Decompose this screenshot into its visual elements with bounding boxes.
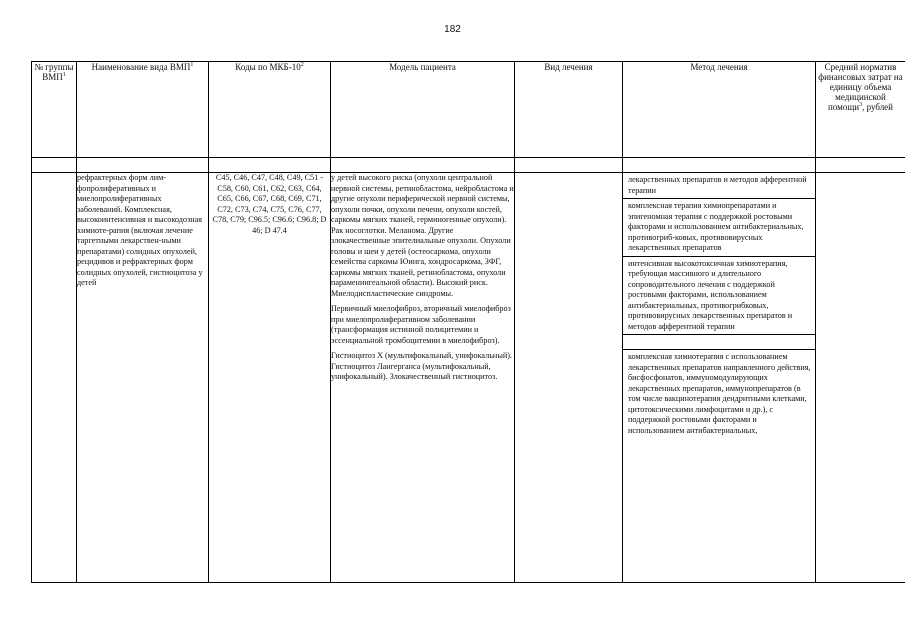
method-item: комплексная терапия химиопрепаратами и эпигеномная терапия с поддержкой ростовыми факторами и использованием антибактериальных, противогриб-ковых, противовирусных лекарственных препаратов (623, 199, 815, 257)
cell-cost (816, 173, 905, 583)
table-row (32, 173, 905, 583)
model-paragraph: у детей высокого риска (опухоли центральной нервной системы, ретинобластома, нейробластома и другие опухоли периферической нервной системы, опухоли почки, опухоли печени, опухоли костей, саркомы мягких тканей, герминогенные опухоли). Рак носоглотки. Меланома. Другие злокачественные эпителиальные опухоли. Опухоли головы и шеи у детей (остеосаркома, опухоли семейства саркомы Юинга, хондросаркома, ЗФГ, саркомы мягких тканей, ретинобластома, опухоли параменингеальной области). Высокий риск. Миелодиспластические синдромы. (331, 173, 514, 298)
model-paragraph: Гистиоцитоз X (мультифокальный, унифокальный). Гистиоцитоз Лангерганса (мультифокальный, унифокальный). Злокачественный гистиоцитоз. (331, 351, 512, 381)
header-model: Модель пациента (331, 62, 515, 158)
header-codes: Коды по МКБ-$10^2$ (209, 62, 331, 158)
cell-treatment-type (515, 173, 623, 583)
table-spacer-row (32, 158, 905, 173)
cell-name: рефрактерных форм лим-фопролиферативных и миелопролиферативных заболеваний. Комплексная, высокоинтенсивная и высокодозная химиоте-рапия (включая лечение таргетными лекарствен-ными препаратами) солидных опухолей, рецидивов и рефрактерных форм солидных опухолей, гистиоцитоза у детей (77, 173, 209, 583)
vmp-table (31, 61, 905, 583)
method-item: лекарственных препаратов и методов афферентной терапии (623, 173, 815, 199)
method-item (623, 335, 815, 350)
page-number: 182 (444, 24, 461, 35)
cell-method (623, 173, 816, 583)
header-method: Метод лечения (623, 62, 816, 158)
method-item: комплексная химиотерапия с использованием лекарственных препаратов направленного действия, бисфосфонатов, иммуномодулирующих лекарственных препаратов, иммунопрепаратов (в том числе вакцинотерапия дендритными клетками, цитотоксическими лимфоцитами и др.), с поддержкой ростовыми факторами и использованием антибактериальных, (628, 352, 811, 435)
cell-codes: C45, C46, C47, C48, C49, C51 - C58, C60, C61, C62, C63, C64, C65, C66, C67, C68, C69, C71, C72, C73, C74, C75, C76, C77, C78, C79; C96.5; C96.6; C96.8; D 46; D 47.4 (209, 173, 331, 583)
cell-model (331, 173, 515, 583)
header-cost: Средний норматив финансовых затрат на единицу объема медицинской помощи$^3$, рублей (816, 62, 905, 158)
header-name: Наименование вида ВМП$^1$ (77, 62, 209, 158)
header-treatment-type: Вид лечения (515, 62, 623, 158)
method-item: интенсивная высокотоксичная химиотерапия, требующая массивного и длительного сопроводительного лечения с поддержкой ростовыми факторами, использованием антибактериальных, противогрибковых, противовирусных лекарственных препаратов и методов афферентной терапии (623, 257, 815, 336)
model-paragraph: Первичный миелофиброз, вторичный миелофиброз при миелопролиферативном заболевании (трансформация истинной полицитемии и эссенциальной тромбоцитемии в миелофиброз). (331, 304, 511, 345)
table-header-row (32, 62, 905, 158)
header-group-no: № группы ВМП$^1$ (32, 62, 77, 158)
cell-group-no (32, 173, 77, 583)
